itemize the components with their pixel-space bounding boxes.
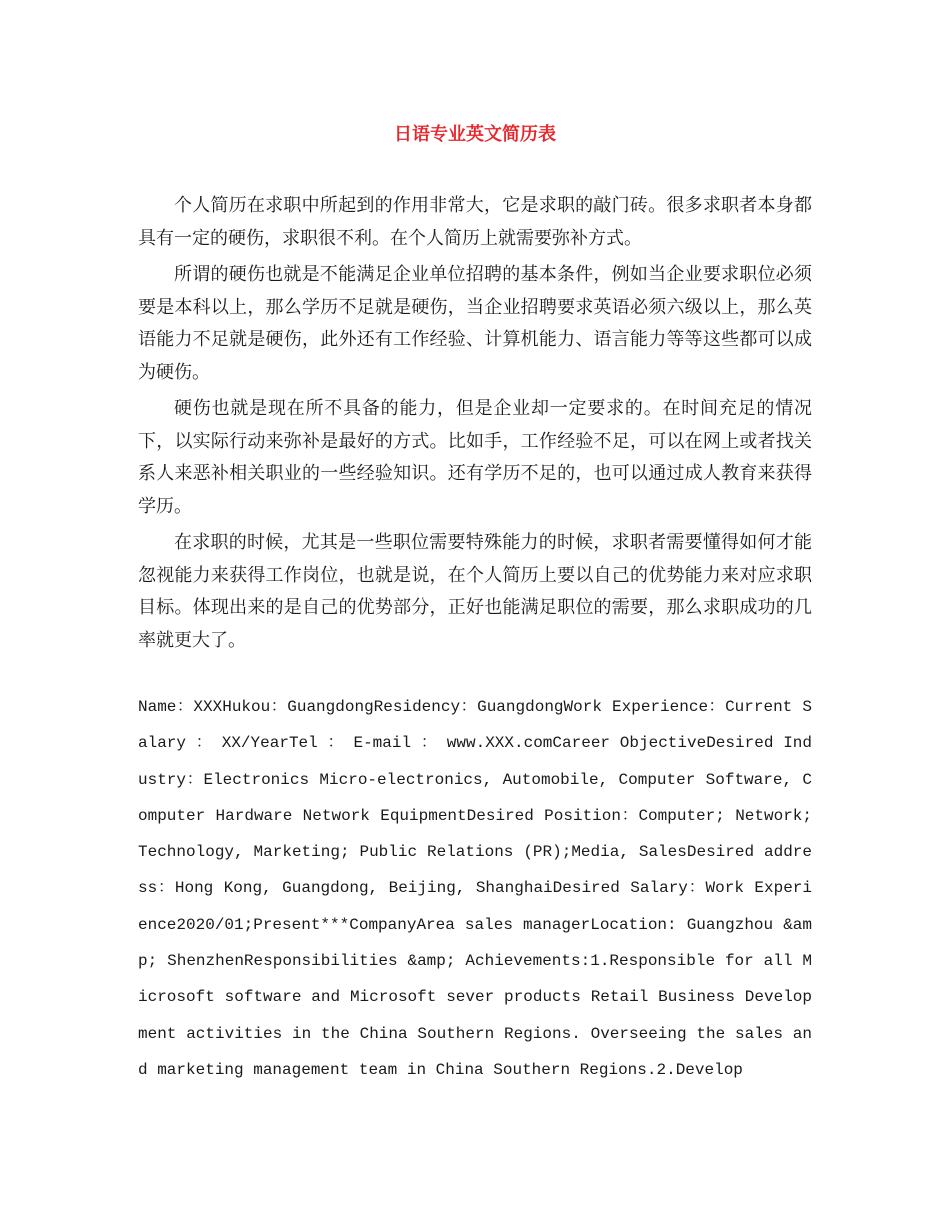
paragraph: 硬伤也就是现在所不具备的能力，但是企业却一定要求的。在时间充足的情况下，以实际行动来弥补是最好的方式。比如手，工作经验不足，可以在网上或者找关系人来恶补相关职业的一些经验知识。还有学历不足的，也可以通过成人教育来获得学历。 [138,398,812,517]
paragraph: 个人简历在求职中所起到的作用非常大，它是求职的敲门砖。很多求职者本身都具有一定的硬伤，求职很不利。在个人简历上就需要弥补方式。 [138,195,812,249]
resume-text: Name：XXXHukou：GuangdongResidency：GuangdongWork Experience：Current Salary ： XX/YearTel ： E-mail ： www.XXX.comCareer ObjectiveDesired Industry：Electronics Micro-electronics, Automobile, Computer Software, Computer Hardware Network EquipmentDesired Position：Computer; Network; Technology, Marketing; Public Relations (PR);Media, SalesDesired address：Hong Kong, Guangdong, Beijing, ShanghaiDesired Salary：Work Experience2020/01;Present***CompanyArea sales managerLocation: Guangzhou &amp; ShenzhenResponsibilities &amp; Achievements:1.Responsible for all Microsoft software and Microsoft sever products Retail Business Development activities in the China Southern Regions. Overseeing the sales and marketing management team in China Southern Regions.2.Develop [138,698,813,1079]
paragraph: 在求职的时候，尤其是一些职位需要特殊能力的时候，求职者需要懂得如何才能忽视能力来获得工作岗位，也就是说，在个人简历上要以自己的优势能力来对应求职目标。体现出来的是自己的优势部分，正好也能满足职位的需要，那么求职成功的几率就更大了。 [138,532,812,651]
paragraph: 所谓的硬伤也就是不能满足企业单位招聘的基本条件，例如当企业要求职位必须要是本科以上，那么学历不足就是硬伤，当企业招聘要求英语必须六级以上，那么英语能力不足就是硬伤，此外还有工作经验、计算机能力、语言能力等等这些都可以成为硬伤。 [138,264,812,383]
chinese-body [138,190,812,661]
english-resume-body [138,689,812,1088]
document-title: 日语专业英文简历表 [394,124,556,145]
